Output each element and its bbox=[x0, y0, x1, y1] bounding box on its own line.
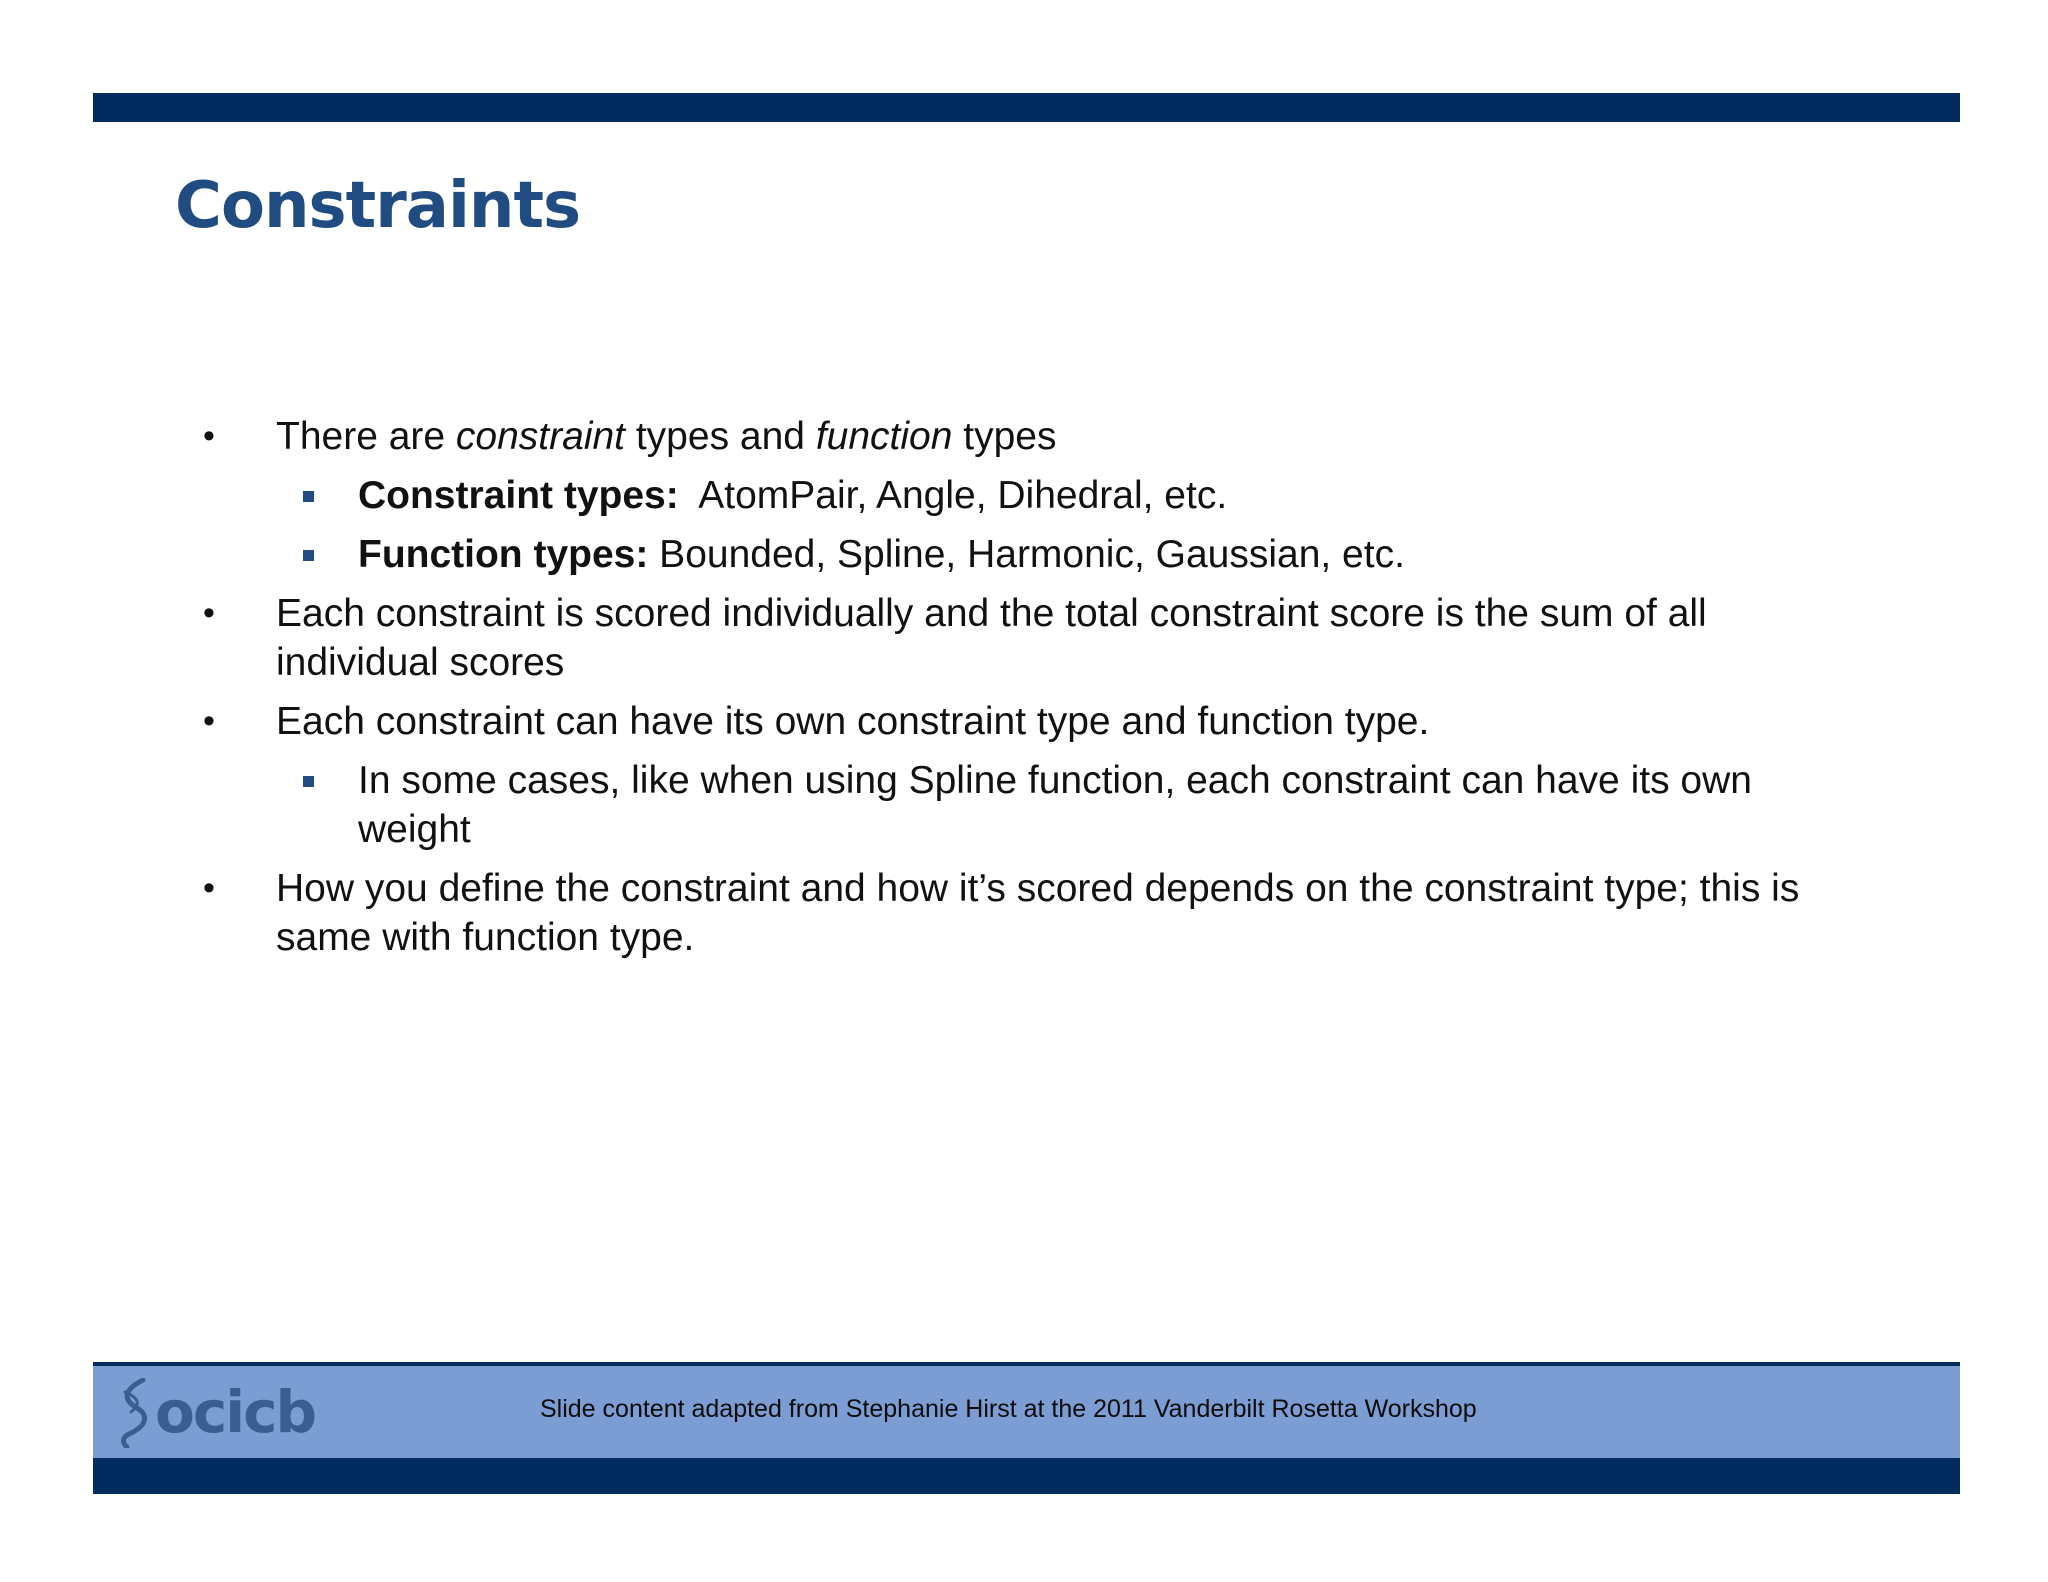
sub-bullet-text: AtomPair, Angle, Dihedral, etc. bbox=[678, 474, 1228, 517]
footer-bottom-bar bbox=[93, 1458, 1960, 1494]
slide-body bbox=[200, 412, 1860, 972]
logo-wordmark: ocicb bbox=[155, 1378, 316, 1446]
bullet-text: There are bbox=[276, 415, 456, 458]
sub-bullet-item bbox=[200, 530, 1860, 579]
sub-bullet-item bbox=[200, 471, 1860, 520]
bullet-text: types and bbox=[625, 415, 816, 458]
sub-bullet-item: In some cases, like when using Spline function, each constraint can have its own weight bbox=[200, 756, 1860, 854]
slide-title: Constraints bbox=[175, 169, 581, 243]
bullet-item: • Each constraint can have its own constraint type and function type. bbox=[200, 697, 1860, 746]
bullet-text: types bbox=[952, 415, 1057, 458]
sub-bullet-label: Constraint types: bbox=[358, 474, 679, 517]
top-header-bar bbox=[93, 93, 1960, 122]
dna-helix-icon bbox=[113, 1378, 155, 1448]
emphasis-function: function bbox=[815, 415, 953, 458]
ocicb-logo bbox=[113, 1376, 316, 1448]
sub-bullet-text: Bounded, Spline, Harmonic, Gaussian, etc. bbox=[648, 533, 1405, 576]
emphasis-constraint: constraint bbox=[455, 415, 626, 458]
bullet-item: • How you define the constraint and how it’s scored depends on the constraint type; this is same with function type. bbox=[200, 864, 1860, 962]
sub-bullet-label: Function types: bbox=[358, 533, 649, 576]
bullet-item bbox=[200, 412, 1860, 461]
footer-credit: Slide content adapted from Stephanie Hirst at the 2011 Vanderbilt Rosetta Workshop bbox=[540, 1395, 1477, 1423]
bullet-item: • Each constraint is scored individually and the total constraint score is the sum of all individual scores bbox=[200, 589, 1860, 687]
